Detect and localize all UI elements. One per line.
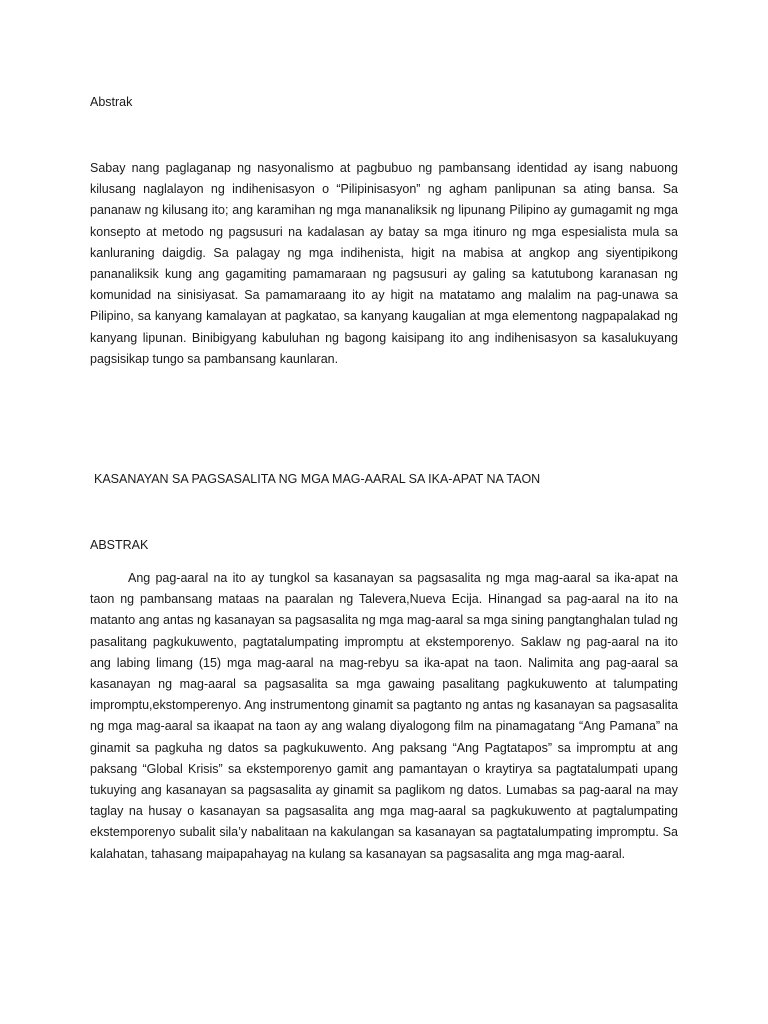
- section1-paragraph: Sabay nang paglaganap ng nasyonalismo at pagbubuo ng pambansang identidad ay isang nabuong kilusang naglalayon ng indihenisasyon o “Pilipinisasyon” ng agham panlipunan sa ating bansa. Sa pananaw ng kilusang ito; ang karamihan ng mga mananaliksik ng lipunang Pilipino ay gumagamit ng mga konsepto at metodo ng pagsusuri na kadalasan ay batay sa mga itinuro ng mga espesialista mula sa kanluraning daigdig. Sa palagay ng mga indihenista, higit na mabisa at angkop ang siyentipikong pananaliksik kung ang gagamiting pamamaraan ng pagsusuri ay galing sa katutubong karanasan ng komunidad na sinisiyasat. Sa pamamaraang ito ay higit na matatamo ang malalim na pag-unawa sa Pilipino, sa kanyang kamalayan at pagkatao, sa kanyang kaugalian at mga elementong nagpapalakad ng kanyang lipunan. Binibigyang kabuluhan ng bagong kaisipang ito ang indihenisasyon sa kasalukuyang pagsisikap tungo sa pambansang kaunlaran.: [90, 161, 678, 366]
- section1-heading: Abstrak: [90, 95, 133, 109]
- document-title: KASANAYAN SA PAGSASALITA NG MGA MAG-AARAL SA IKA-APAT NA TAON: [94, 472, 541, 486]
- section2-heading: ABSTRAK: [90, 538, 149, 552]
- section2-paragraph: Ang pag-aaral na ito ay tungkol sa kasanayan sa pagsasalita ng mga mag-aaral sa ika-apat na taon ng pambansang mataas na paaralan ng Talevera,Nueva Ecija. Hinangad sa pag-aaral na ito na matanto ang antas ng kasanayan sa pagsasalita ng mga mag-aaral sa mga sining pangtanghalan tulad ng pasalitang pagkukuwento, pagtatalumpating impromptu at ekstemporenyo. Saklaw ng pag-aaral na ito ang labing limang (15) mga mag-aaral na mag-rebyu sa ika-apat na taon. Nalimita ang pag-aaral sa kasanayan ng mag-aaral sa pagsasalita sa mga gawaing pasalitang pagkukuwento at talumpating impromptu,ekstomperenyo. Ang instrumentong ginamit sa pagtanto ng antas ng kasanayan sa pagsasalita ng mga mag-aaral sa ikaapat na taon ay ang walang diyalogong film na pinamagatang “Ang Pamana” na ginamit sa pagkuha ng datos sa pagkukuwento. Ang paksang “Ang Pagtatapos” sa impromptu at ang paksang “Global Krisis” sa ekstemporenyo gamit ang pamantayan o kraytirya sa pagtatalumpati upang tukuying ang kasanayan sa pagsasalita ay ginamit sa paglikom ng datos. Lumabas sa pag-aaral na may taglay na husay o kasanayan sa pagsasalita ang mga mag-aaral sa pagkukuwento at pagtalumpating ekstemporenyo subalit sila’y nabalitaan na kakulangan sa kasanayan sa pagtatalumpating impromptu. Sa kalahatan, tahasang maipapahayag na kulang sa kasanayan sa pagsasalita ang mga mag-aaral.: [90, 571, 678, 861]
